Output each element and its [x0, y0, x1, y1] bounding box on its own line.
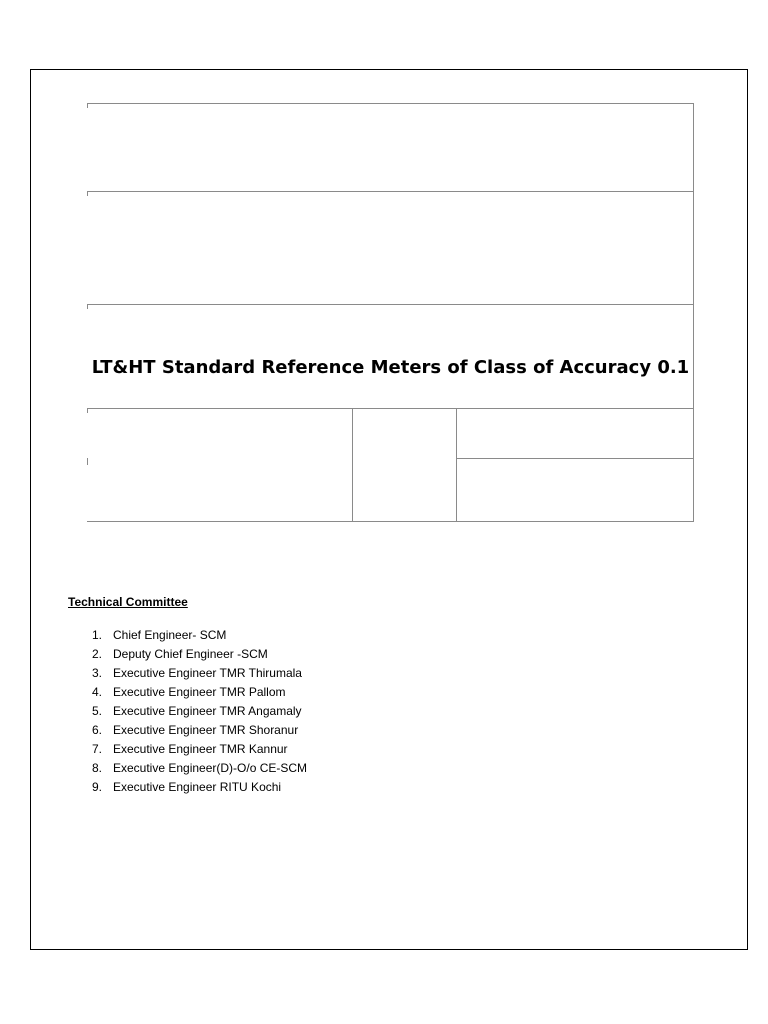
frame-column-divider [352, 408, 353, 521]
list-item-text: Executive Engineer TMR Pallom [113, 685, 286, 699]
list-item-number: 6. [91, 723, 102, 737]
list-item-text: Executive Engineer(D)-O/o CE-SCM [113, 761, 308, 775]
committee-heading: Technical Committee [68, 595, 188, 609]
frame-corner-mark [87, 408, 88, 413]
document-title: LT&HT Standard Reference Meters of Class of Accuracy 0.1 [91, 357, 690, 378]
list-item-number: 5. [91, 704, 102, 718]
frame-column-divider [456, 408, 457, 521]
frame-side-mark [87, 458, 88, 465]
list-item [68, 664, 307, 683]
frame-divider [87, 408, 694, 409]
list-item [68, 778, 307, 797]
list-item-text: Executive Engineer TMR Shoranur [113, 723, 299, 737]
frame-corner-mark [87, 191, 88, 196]
list-item [68, 645, 307, 664]
list-item-number: 7. [91, 742, 102, 756]
list-item [68, 626, 307, 645]
list-item-text: Deputy Chief Engineer -SCM [113, 647, 268, 661]
list-item [68, 759, 307, 778]
list-item-number: 1. [91, 628, 102, 642]
list-item-number: 3. [91, 666, 102, 680]
frame-corner-mark [87, 103, 88, 108]
frame-corner-mark [87, 304, 88, 309]
list-item-number: 2. [91, 647, 102, 661]
committee-member-list [68, 626, 307, 797]
list-item [68, 683, 307, 702]
list-item-text: Chief Engineer- SCM [113, 628, 227, 642]
list-item [68, 702, 307, 721]
frame-divider [87, 191, 694, 192]
list-item-text: Executive Engineer TMR Kannur [113, 742, 288, 756]
list-item-text: Executive Engineer TMR Angamaly [113, 704, 302, 718]
cover-frame [87, 103, 694, 522]
list-item-text: Executive Engineer TMR Thirumala [113, 666, 302, 680]
list-item-number: 4. [91, 685, 102, 699]
list-item-number: 8. [91, 761, 102, 775]
list-item [68, 740, 307, 759]
list-item-number: 9. [91, 780, 102, 794]
list-item [68, 721, 307, 740]
frame-divider [87, 304, 694, 305]
list-item-text: Executive Engineer RITU Kochi [113, 780, 282, 794]
frame-cell-divider [456, 458, 694, 459]
